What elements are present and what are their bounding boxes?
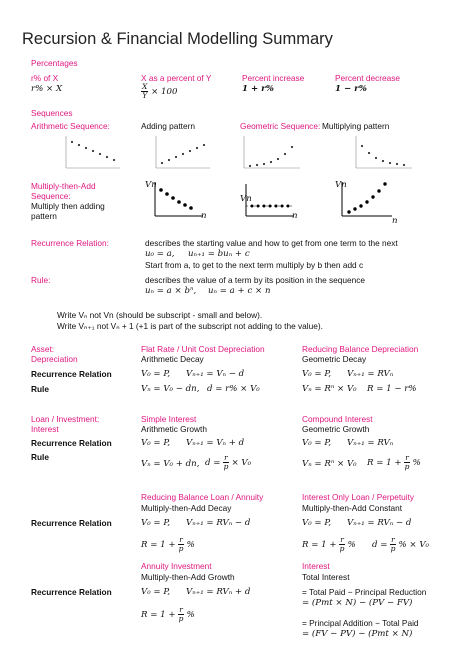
rb-rule-a: Vₙ = Rⁿ × V₀: [302, 384, 357, 394]
compound-interest-title: Compound Interest: [302, 414, 373, 424]
ai-rr-b: Vₙ₊₁ = RVₙ + d: [186, 587, 251, 597]
pct-decrease-label: Percent decrease: [335, 73, 401, 83]
si-times-v0: × V₀: [231, 458, 252, 468]
interest-line-1: = Total Paid − Principal Reduction: [302, 587, 427, 597]
ci-rr-a: V₀ = P,: [302, 438, 332, 448]
flat-rule-b: d = r% × V₀: [207, 384, 260, 394]
ci-frac-r: r: [405, 453, 409, 462]
rule-label: Rule:: [31, 275, 51, 285]
rb-rr-b: Vₙ₊₁ = RVₙ: [347, 369, 394, 379]
annuity-investment-title: Annuity Investment: [141, 561, 212, 571]
rbl-frac-p: p: [178, 544, 184, 553]
mta-label-1: Multiply-then-Add: [31, 181, 96, 191]
interest-line-3: = Principal Addition − Total Paid: [302, 618, 419, 628]
recurrence-desc: describes the starting value and how to get from one term to the next: [145, 238, 398, 248]
simple-interest-title: Simple Interest: [141, 414, 197, 424]
rbl-sub: Multiply-then-Add Decay: [141, 503, 232, 513]
annuity-rr-label-2: Recurrence Relation: [31, 587, 112, 597]
mta-label-2: Sequence:: [31, 191, 71, 201]
ai-R-eq: R = 1 +: [141, 610, 176, 620]
times-100: × 100: [151, 87, 178, 97]
asset-rule-label: Rule: [31, 384, 49, 394]
io-R-eq: R = 1 +: [302, 540, 337, 550]
percentages-heading: Percentages: [31, 58, 78, 68]
pct-increase-formula: 1 + r%: [242, 84, 274, 94]
mta-constant-vn: Vn: [240, 194, 252, 204]
si-rule-a: Vₙ = V₀ + dn,: [141, 459, 200, 469]
geo-label: Geometric Sequence:: [240, 121, 321, 131]
rb-rule-b: R = 1 − r%: [367, 384, 417, 394]
recurrence-desc-2: Start from a, to get to the next term multiply by b then add c: [145, 260, 364, 270]
si-frac-r: r: [224, 453, 228, 462]
interest-line-4: = (FV − PV) − (Pmt × N): [302, 629, 413, 639]
ci-pct: %: [412, 458, 421, 468]
ai-frac-r: r: [179, 605, 183, 614]
geo-desc: Multiplying pattern: [322, 121, 390, 131]
ci-frac-p: p: [404, 462, 410, 471]
recurrence-un1: uₙ₊₁ = buₙ + c: [188, 249, 250, 259]
frac-x: X: [142, 82, 148, 91]
depreciation-label: Depreciation: [31, 354, 78, 364]
rule-arith: uₙ = a + c × n: [208, 286, 271, 296]
geo-growth-plot: [240, 134, 302, 172]
io-d-eq: d =: [372, 540, 388, 550]
si-frac-p: p: [223, 462, 229, 471]
loan-label: Loan / Investment:: [31, 414, 100, 424]
recurrence-u0: u₀ = a,: [145, 249, 175, 259]
mta-desc-2: pattern: [31, 211, 57, 221]
rb-dep-title: Reducing Balance Depreciation: [302, 344, 419, 354]
frac-y: Y: [142, 91, 148, 100]
arith-decay-plot: [62, 134, 122, 172]
rule-geo: uₙ = a × bⁿ,: [145, 286, 197, 296]
mta-desc-1: Multiply then adding: [31, 201, 105, 211]
flat-rate-title: Flat Rate / Unit Cost Depreciation: [141, 344, 265, 354]
si-d-eq: d =: [205, 458, 221, 468]
si-rule-b: [205, 454, 251, 471]
io-title: Interest Only Loan / Perpetuity: [302, 492, 415, 502]
sequences-heading: Sequences: [31, 108, 73, 118]
loan-rr-label: Recurrence Relation: [31, 438, 112, 448]
arith-growth-plot: [152, 134, 212, 172]
rb-dep-sub: Geometric Decay: [302, 354, 367, 364]
recurrence-label: Recurrence Relation:: [31, 238, 109, 248]
rbl-rr-b: Vₙ₊₁ = RVₙ − d: [186, 518, 251, 528]
asset-rr-label: Recurrence Relation: [31, 369, 112, 379]
io-d-frac-r: r: [391, 535, 395, 544]
io-d-tail: % × V₀: [398, 540, 429, 550]
pct-as-label: X as a percent of Y: [141, 73, 212, 83]
mta-growth-n: n: [392, 216, 398, 226]
interest-sub: Total Interest: [302, 572, 350, 582]
simple-interest-sub: Arithmetic Growth: [141, 424, 207, 434]
ci-R-eq: R = 1 +: [367, 458, 402, 468]
io-frac-p: p: [339, 544, 345, 553]
pct-decrease-formula: 1 − r%: [335, 84, 367, 94]
ai-R: [141, 606, 195, 623]
ai-rr-a: V₀ = P,: [141, 587, 171, 597]
mta-decay-n: n: [201, 211, 207, 221]
rbl-frac-r: r: [179, 535, 183, 544]
mta-growth-vn: Vn: [335, 180, 347, 190]
interest-title: Interest: [302, 561, 330, 571]
si-rr-a: V₀ = P,: [141, 438, 171, 448]
asset-label: Asset:: [31, 344, 55, 354]
rule-desc: describes the value of a term by its position in the sequence: [145, 275, 365, 285]
pct-increase-label: Percent increase: [242, 73, 305, 83]
io-d: [372, 536, 429, 553]
io-rr-a: V₀ = P,: [302, 518, 332, 528]
annuity-investment-sub: Multiply-then-Add Growth: [141, 572, 235, 582]
io-d-frac-p: p: [390, 544, 396, 553]
io-frac-r: r: [340, 535, 344, 544]
arith-desc: Adding pattern: [141, 121, 195, 131]
rbl-rr-a: V₀ = P,: [141, 518, 171, 528]
page-title: Recursion & Financial Modelling Summary: [22, 30, 333, 48]
annuity-rr-label: Recurrence Relation: [31, 518, 112, 528]
rbl-title: Reducing Balance Loan / Annuity: [141, 492, 264, 502]
ai-R-pct: %: [186, 610, 195, 620]
mta-decay-vn: Vn: [145, 180, 157, 190]
io-rr-b: Vₙ₊₁ = RVₙ − d: [347, 518, 412, 528]
interest-line-2: = (Pmt × N) − (PV − FV): [302, 598, 413, 608]
rbl-R: [141, 536, 195, 553]
compound-interest-sub: Geometric Growth: [302, 424, 370, 434]
rbl-R-pct: %: [186, 540, 195, 550]
io-R: [302, 536, 356, 553]
flat-rate-sub: Arithmetic Decay: [141, 354, 204, 364]
pct-of-formula: r% × X: [31, 84, 63, 94]
ci-rule-b: [367, 454, 421, 471]
loan-rule-label: Rule: [31, 452, 49, 462]
ci-rr-b: Vₙ₊₁ = RVₙ: [347, 438, 394, 448]
mta-constant-n: n: [292, 211, 298, 221]
ci-rule-a: Vₙ = Rⁿ × V₀: [302, 459, 357, 469]
rb-rr-a: V₀ = P,: [302, 369, 332, 379]
io-R-pct: %: [347, 540, 356, 550]
ai-frac-p: p: [178, 614, 184, 623]
pct-of-label: r% of X: [31, 73, 59, 83]
flat-rr-b: Vₙ₊₁ = Vₙ − d: [186, 369, 245, 379]
rbl-R-eq: R = 1 +: [141, 540, 176, 550]
flat-rule-a: Vₙ = V₀ − dn,: [141, 384, 200, 394]
note-2: Write Vₙ₊₁ not Vₙ + 1 (+1 is part of the subscript not adding to the value).: [57, 321, 323, 331]
pct-as-formula: [141, 83, 177, 100]
si-rr-b: Vₙ₊₁ = Vₙ + d: [186, 438, 245, 448]
flat-rr-a: V₀ = P,: [141, 369, 171, 379]
io-sub: Multiply-then-Add Constant: [302, 503, 403, 513]
interest-label: Interest: [31, 424, 59, 434]
geo-decay-plot: [352, 134, 414, 172]
arith-label: Arithmetic Sequence:: [31, 121, 110, 131]
note-1: Write Vₙ not Vn (should be subscript - small and below).: [57, 310, 263, 320]
